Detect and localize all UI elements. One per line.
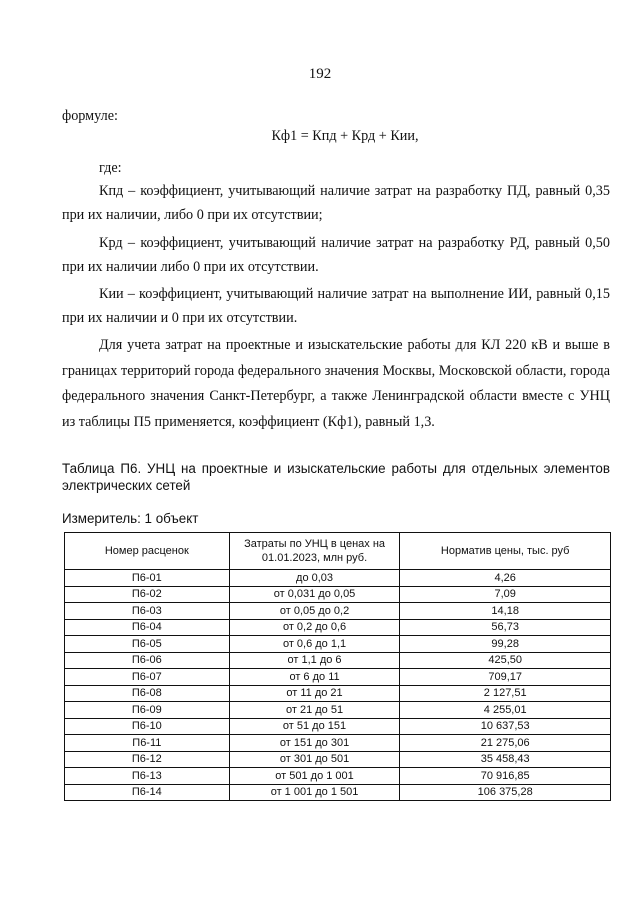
table-row <box>65 636 611 653</box>
table-row <box>65 768 611 785</box>
cell-price-norm: 2 127,51 <box>400 685 611 702</box>
cell-cost-range: от 151 до 301 <box>229 735 400 752</box>
cell-price-norm: 56,73 <box>400 619 611 636</box>
table-caption: Таблица П6. УНЦ на проектные и изыскательские работы для отдельных элементов электрических сетей <box>62 461 610 493</box>
cell-cost-range: от 6 до 11 <box>229 669 400 686</box>
intro-text: формуле: <box>62 108 118 124</box>
cell-rate-number: П6-01 <box>65 570 230 587</box>
cell-cost-range: от 0,6 до 1,1 <box>229 636 400 653</box>
cell-rate-number: П6-07 <box>65 669 230 686</box>
cell-cost-range: от 501 до 1 001 <box>229 768 400 785</box>
cell-price-norm: 425,50 <box>400 652 611 669</box>
cell-cost-range: до 0,03 <box>229 570 400 587</box>
header-rate-number: Номер расценок <box>65 533 230 570</box>
table-row <box>65 652 611 669</box>
table-row <box>65 586 611 603</box>
cell-cost-range: от 51 до 151 <box>229 718 400 735</box>
krd-definition: Крд – коэффициент, учитывающий наличие затрат на разработку РД, равный 0,50 при их наличии либо 0 при их отсутствии. <box>62 235 610 275</box>
header-price-norm: Норматив цены, тыс. руб <box>400 533 611 570</box>
coefficient-note: Для учета затрат на проектные и изыскательские работы для КЛ 220 кВ и выше в границах территорий города федерального значения Москвы, Московской области, города федерального значения Санкт-Петербург, а также Ленинградской области вместе с УНЦ из таблицы П5 применяется, коэффициент (Кф1), равный 1,3. <box>62 337 610 430</box>
cell-cost-range: от 11 до 21 <box>229 685 400 702</box>
table-row <box>65 669 611 686</box>
table-body <box>65 570 611 801</box>
table-header-row <box>65 533 611 570</box>
cell-rate-number: П6-10 <box>65 718 230 735</box>
table-row <box>65 718 611 735</box>
cell-rate-number: П6-14 <box>65 784 230 801</box>
table-row <box>65 603 611 620</box>
formula: Кф1 = Кпд + Крд + Кии, <box>271 128 419 144</box>
cell-cost-range: от 301 до 501 <box>229 751 400 768</box>
cell-rate-number: П6-08 <box>65 685 230 702</box>
cell-price-norm: 4 255,01 <box>400 702 611 719</box>
cell-price-norm: 99,28 <box>400 636 611 653</box>
cell-rate-number: П6-11 <box>65 735 230 752</box>
rates-table <box>64 532 611 801</box>
header-cost: Затраты по УНЦ в ценах на 01.01.2023, млн руб. <box>229 533 400 570</box>
cell-rate-number: П6-03 <box>65 603 230 620</box>
cell-price-norm: 709,17 <box>400 669 611 686</box>
cell-cost-range: от 1,1 до 6 <box>229 652 400 669</box>
cell-cost-range: от 1 001 до 1 501 <box>229 784 400 801</box>
kpd-definition: Кпд – коэффициент, учитывающий наличие затрат на разработку ПД, равный 0,35 при их наличии, либо 0 при их отсутствии; <box>62 183 610 223</box>
cell-price-norm: 21 275,06 <box>400 735 611 752</box>
page-number: 192 <box>308 66 332 82</box>
table-row <box>65 784 611 801</box>
table-row <box>65 702 611 719</box>
cell-price-norm: 4,26 <box>400 570 611 587</box>
cell-price-norm: 70 916,85 <box>400 768 611 785</box>
cell-rate-number: П6-13 <box>65 768 230 785</box>
table-row <box>65 619 611 636</box>
cell-cost-range: от 21 до 51 <box>229 702 400 719</box>
cell-cost-range: от 0,2 до 0,6 <box>229 619 400 636</box>
table-row <box>65 735 611 752</box>
cell-price-norm: 35 458,43 <box>400 751 611 768</box>
cell-rate-number: П6-02 <box>65 586 230 603</box>
cell-rate-number: П6-06 <box>65 652 230 669</box>
cell-cost-range: от 0,031 до 0,05 <box>229 586 400 603</box>
where-text: где: <box>99 160 122 176</box>
cell-price-norm: 7,09 <box>400 586 611 603</box>
table-row <box>65 685 611 702</box>
table-row <box>65 570 611 587</box>
cell-price-norm: 10 637,53 <box>400 718 611 735</box>
cell-rate-number: П6-05 <box>65 636 230 653</box>
cell-rate-number: П6-04 <box>65 619 230 636</box>
cell-rate-number: П6-12 <box>65 751 230 768</box>
cell-price-norm: 14,18 <box>400 603 611 620</box>
table-unit: Измеритель: 1 объект <box>62 511 199 526</box>
kii-definition: Кии – коэффициент, учитывающий наличие затрат на выполнение ИИ, равный 0,15 при их наличии и 0 при их отсутствии. <box>62 286 610 326</box>
table-row <box>65 751 611 768</box>
cell-price-norm: 106 375,28 <box>400 784 611 801</box>
cell-rate-number: П6-09 <box>65 702 230 719</box>
cell-cost-range: от 0,05 до 0,2 <box>229 603 400 620</box>
